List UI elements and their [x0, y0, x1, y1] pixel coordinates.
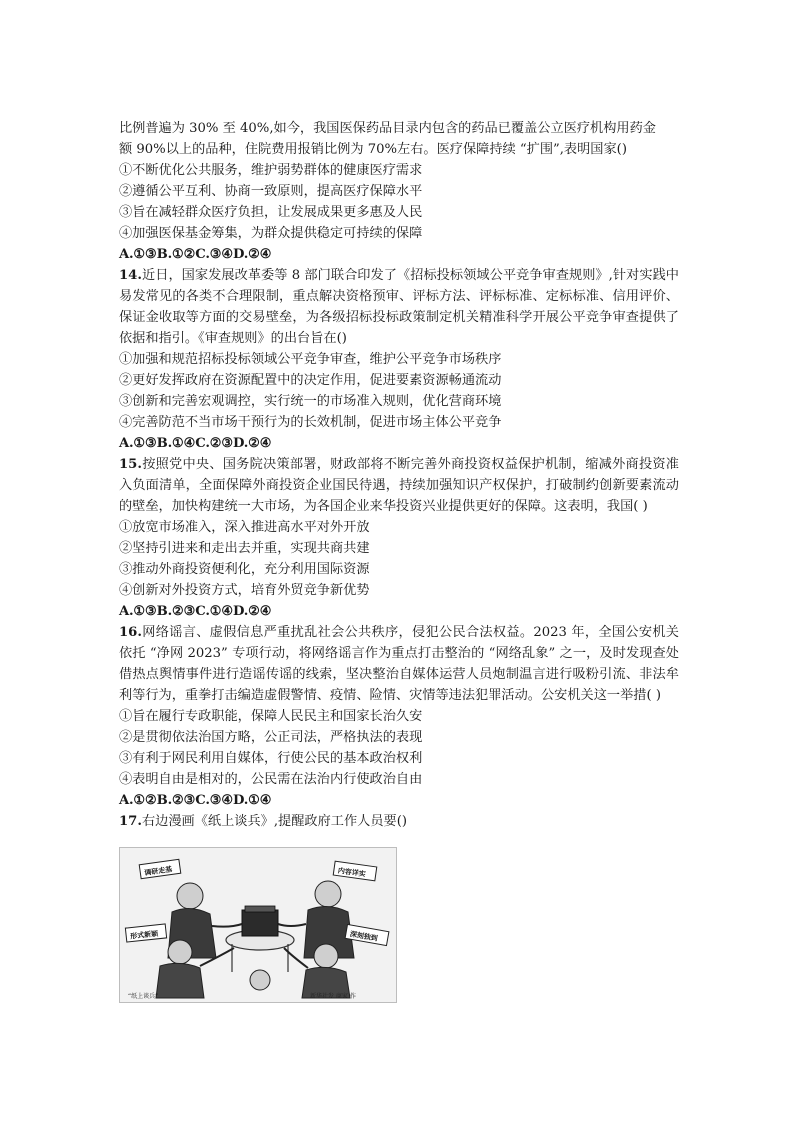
- q15-option-1: ①放宽市场准入，深入推进高水平对外开放: [119, 520, 370, 535]
- q14-stem: [119, 265, 679, 349]
- cartoon-tag-1: 调研走基: [143, 865, 173, 878]
- q14-option-4: ④完善防范不当市场干预行为的长效机制，促进市场主体公平竞争: [119, 415, 502, 430]
- q15-stem-text: 按照党中央、国务院决策部署，财政部将不断完善外商投资权益保护机制，缩减外商投资准入负面清单，全面保障外商投资企业国民待遇，持续加强知识产权保护，打破制约创新要素流动的壁垒，加快构建统一大市场，为各国企业来华投资兴业提供更好的保障。这表明，我国( ): [119, 457, 679, 514]
- cartoon-illustration: [119, 847, 397, 1003]
- q15-option-3: ③推动外商投资便利化，充分利用国际资源: [119, 562, 370, 577]
- question-14: [119, 265, 679, 454]
- q15-number: 15.: [119, 457, 142, 472]
- q13-stem-line-2: 额 90%以上的品种，住院费用报销比例为 70%左右。医疗保障持续 “扩围”,表明国家(): [119, 142, 627, 157]
- question-15: [119, 454, 679, 622]
- cartoon-caption-credit: 新华社发 商家 作: [310, 993, 356, 1000]
- q14-option-2: ②更好发挥政府在资源配置中的决定作用，促进要素资源畅通流动: [119, 373, 502, 388]
- q13-option-2: ②遵循公平互利、协商一致原则，提高医疗保障水平: [119, 184, 423, 199]
- q16-stem: [119, 622, 679, 706]
- q14-number: 14.: [119, 268, 142, 283]
- question-17: [119, 811, 679, 832]
- q16-option-2: ②是贯彻依法治国方略，公正司法，严格执法的表现: [119, 730, 423, 745]
- q16-option-3: ③有利于网民利用自媒体，行使公民的基本政治权利: [119, 751, 423, 766]
- q13-stem-line-1: 比例普遍为 30% 至 40%,如今，我国医保药品目录内包含的药品已覆盖公立医疗机构用药金: [119, 121, 656, 136]
- q16-option-4: ④表明自由是相对的，公民需在法治内行使政治自由: [119, 772, 423, 787]
- q17-stem: [119, 811, 679, 832]
- q15-option-4: ④创新对外投资方式，培育外贸竞争新优势: [119, 583, 370, 598]
- question-16: [119, 622, 679, 811]
- q13-option-1: ①不断优化公共服务，维护弱势群体的健康医疗需求: [119, 163, 423, 178]
- question-13: [119, 118, 679, 265]
- q16-option-1: ①旨在履行专政职能，保障人民民主和国家长治久安: [119, 709, 423, 724]
- cartoon-caption-title: “纸上谈兵”: [128, 993, 159, 1000]
- q15-stem: [119, 454, 679, 517]
- q16-answer-choices: A.①②B.②③C.③④D.①④: [119, 793, 272, 808]
- q15-answer-choices: A.①③B.②③C.①④D.②④: [119, 604, 272, 619]
- cartoon-tag-2: 内容详实: [337, 866, 367, 879]
- cartoon-drawing: [120, 848, 396, 1002]
- question-content: [119, 118, 679, 832]
- cartoon-tag-3: 形式新颖: [129, 929, 159, 941]
- q16-stem-text: 网络谣言、虚假信息严重扰乱社会公共秩序，侵犯公民合法权益。2023 年，全国公安机关依托 “净网 2023” 专项行动，将网络谣言作为重点打击整治的 “网络乱象” 之一，及时发现查处借热点舆情事件进行造谣传谣的线索，坚决整治自媒体运营人员炮制温言进行吸粉引流、非法牟利等行为，重拳打击编造虚假警情、疫情、险情、灾情等违法犯罪活动。公安机关这一举措( ): [119, 625, 679, 703]
- cartoon-tag-4: 深刻独到: [349, 930, 379, 943]
- q13-answer-choices: A.①③B.①②C.③④D.②④: [119, 247, 272, 262]
- q14-option-3: ③创新和完善宏观调控，实行统一的市场准入规则，优化营商环境: [119, 394, 502, 409]
- q14-answer-choices: A.①③B.①④C.②③D.②④: [119, 436, 272, 451]
- q14-option-1: ①加强和规范招标投标领域公平竞争审查，维护公平竞争市场秩序: [119, 352, 502, 367]
- q14-stem-text: 近日，国家发展改革委等 8 部门联合印发了《招标投标领域公平竞争审查规则》,针对实践中易发常见的各类不合理限制，重点解决资格预审、评标方法、评标标准、定标标准、信用评价、保证金收取等方面的交易壁垒，为各级招标投标政策制定机关精准科学开展公平竞争审查提供了依据和指引。《审查规则》的出台旨在(): [119, 268, 679, 346]
- q17-number: 17.: [119, 814, 142, 829]
- q15-option-2: ②坚持引进来和走出去并重，实现共商共建: [119, 541, 370, 556]
- q17-stem-text: 右边漫画《纸上谈兵》,提醒政府工作人员要(): [141, 814, 407, 829]
- q13-option-4: ④加强医保基金筹集，为群众提供稳定可持续的保障: [119, 226, 423, 241]
- q13-option-3: ③旨在减轻群众医疗负担，让发展成果更多惠及人民: [119, 205, 423, 220]
- q16-number: 16.: [119, 625, 142, 640]
